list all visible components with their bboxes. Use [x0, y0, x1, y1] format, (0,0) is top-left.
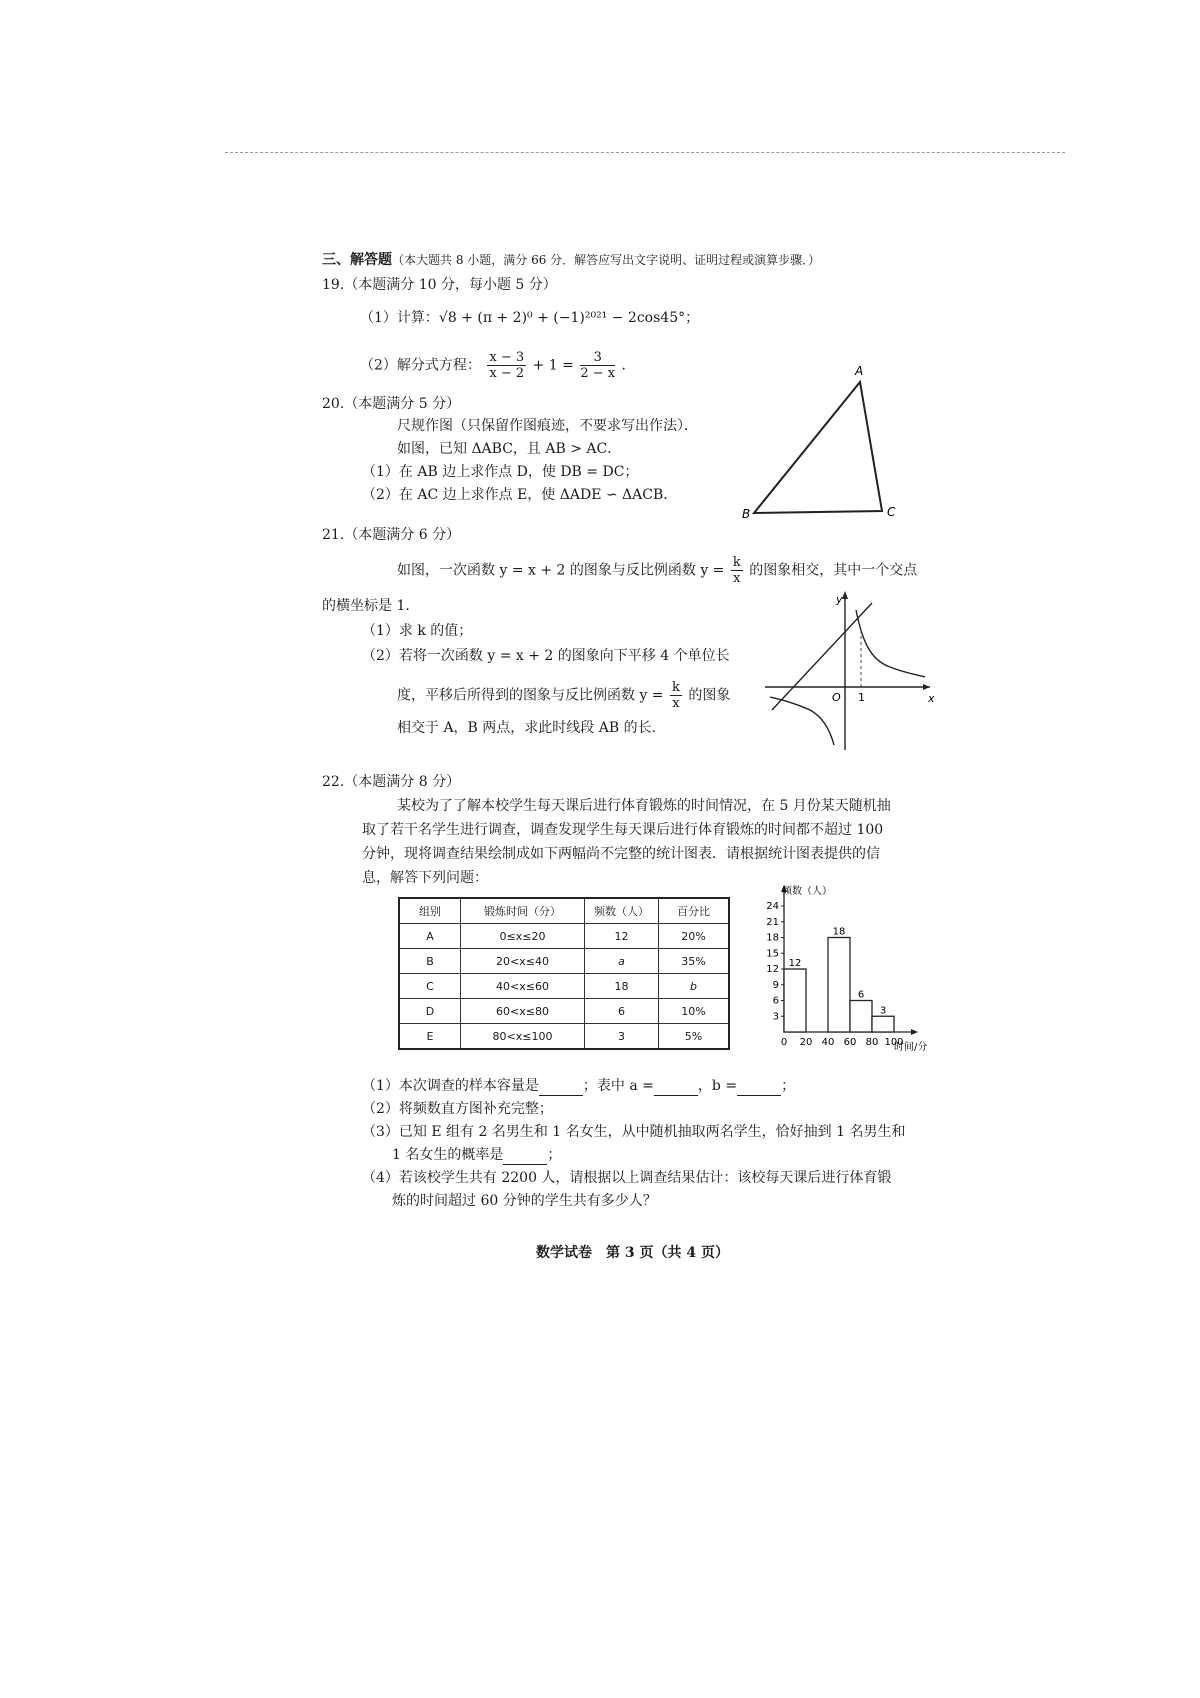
y-tick-label: 6 [772, 995, 779, 1007]
q22-para1: 某校为了了解本校学生每天课后进行体育锻炼的时间情况，在 5 月份某天随机抽 [397, 798, 891, 814]
histogram-x-label: 时间/分 [894, 1042, 928, 1052]
table-cell: C [399, 974, 461, 999]
q19-title: 19.（本题满分 10 分，每小题 5 分） [322, 277, 557, 293]
frequency-histogram [760, 882, 940, 1052]
table-cell: 10% [659, 999, 730, 1024]
y-tick-label: 21 [766, 916, 779, 928]
q22-sub3-b-text: 1 名女生的概率是 [392, 1147, 504, 1163]
q22-sub4-b: 炼的时间超过 60 分钟的学生共有多少人？ [392, 1193, 657, 1209]
y-tick-label: 15 [766, 948, 779, 960]
table-cell: 6 [585, 999, 659, 1024]
table-cell: E [399, 1024, 461, 1050]
section-heading [322, 250, 820, 270]
q22-para3: 分钟，现将调查结果绘制成如下两幅尚不完整的统计图表．请根据统计图表提供的信 [362, 846, 880, 862]
q19-part2 [360, 350, 626, 381]
page-footer: 数学试卷 第 3 页（共 4 页） [536, 1245, 729, 1261]
x-tick-label: 60 [843, 1037, 857, 1048]
q19-right-numerator: 3 [580, 350, 615, 366]
table-row [399, 1024, 729, 1050]
q19-equation-end: . [621, 357, 626, 374]
table-cell: 60<x≤80 [461, 999, 585, 1024]
q21-k-2: k [672, 680, 680, 695]
q20-line1: 尺规作图（只保留作图痕迹，不要求写出作法）． [397, 418, 698, 434]
histogram-y-label: 频数（人） [782, 886, 832, 897]
triangle-abc [754, 382, 882, 513]
y-tick-label: 9 [772, 979, 779, 991]
q21-intro-a: 如图，一次函数 y = x + 2 的图象与反比例函数 y = [397, 562, 725, 579]
table-cell: b [659, 974, 730, 999]
linear-function-line [772, 603, 872, 710]
graph-origin-label: O [832, 691, 841, 704]
table-cell: 20<x≤40 [461, 949, 585, 974]
x-tick-label: 40 [821, 1037, 835, 1048]
q21-k-over-x-2 [670, 680, 682, 711]
table-row [399, 949, 729, 974]
answer-blank[interactable] [654, 1081, 698, 1096]
q20-triangle-figure [740, 360, 910, 520]
q20-title: 20.（本题满分 5 分） [322, 396, 461, 412]
histogram-bar [784, 969, 806, 1032]
q21-title: 21.（本题满分 6 分） [322, 527, 461, 543]
table-header: 锻炼时间（分） [461, 898, 585, 924]
graph-tick-1-label: 1 [858, 691, 865, 704]
table-row [399, 924, 729, 949]
q20-line2: 如图，已知 ΔABC，且 AB > AC． [397, 441, 622, 457]
q21-part2-b [397, 680, 730, 711]
q21-part2-b1: 度，平移后所得到的图象与反比例函数 y = [397, 687, 664, 704]
q19-left-fraction [487, 350, 526, 381]
x-tick-label: 20 [799, 1037, 813, 1048]
q19-part1-label: （1）计算： [360, 310, 439, 326]
vertex-c-label: C [887, 505, 896, 519]
x-tick-label: 0 [780, 1037, 788, 1048]
table-cell: 3 [585, 1024, 659, 1050]
histogram-bar [850, 1001, 872, 1033]
hyperbola-branch-q3 [770, 697, 834, 745]
y-tick-label: 18 [766, 932, 779, 944]
q22-sub1-b: ；表中 a = [582, 1078, 654, 1094]
table-header: 百分比 [659, 898, 730, 924]
hyperbola-branch-q1 [856, 610, 925, 677]
graph-y-label: y [836, 593, 843, 606]
bar-value-label: 6 [857, 989, 865, 1001]
q22-sub1 [362, 1076, 795, 1096]
q22-sub3-a: （3）已知 E 组有 2 名男生和 1 名女生，从中随机抽取两名学生，恰好抽到 1 名男生和 [362, 1124, 906, 1140]
q22-para4: 息，解答下列问题： [362, 870, 488, 886]
bar-value-label: 3 [879, 1005, 887, 1017]
y-tick-label: 12 [766, 964, 779, 975]
table-cell: 80<x≤100 [461, 1024, 585, 1050]
table-cell: D [399, 999, 461, 1024]
vertex-b-label: B [742, 507, 751, 520]
answer-blank[interactable] [737, 1081, 781, 1096]
q21-part2-a: （2）若将一次函数 y = x + 2 的图象向下平移 4 个单位长 [362, 648, 730, 664]
table-cell: 12 [585, 924, 659, 949]
table-row [399, 974, 729, 999]
table-header: 组别 [399, 898, 461, 924]
q19-right-fraction [580, 350, 615, 381]
frequency-table [398, 897, 730, 1050]
table-header: 频数（人） [585, 898, 659, 924]
y-axis-arrow-icon [842, 591, 848, 599]
q19-left-denominator: x − 2 [489, 366, 525, 381]
table-cell: 0≤x≤20 [461, 924, 585, 949]
q22-sub2: （2）将频数直方图补充完整； [362, 1101, 553, 1117]
histogram-bar [872, 1016, 894, 1032]
table-cell: 18 [585, 974, 659, 999]
histogram-x-arrow-icon [911, 1029, 918, 1035]
q22-title: 22.（本题满分 8 分） [322, 774, 461, 790]
x-tick-label: 100 [884, 1037, 904, 1048]
x-axis-arrow-icon [923, 684, 930, 690]
q21-part2-c: 相交于 A，B 两点，求此时线段 AB 的长. [397, 720, 657, 736]
q22-sub1-d: ； [781, 1078, 796, 1094]
q21-intro [397, 555, 917, 586]
table-cell: A [399, 924, 461, 949]
q22-sub1-a: （1）本次调查的样本容量是 [362, 1078, 539, 1094]
q19-part2-label: （2）解分式方程： [360, 357, 481, 374]
q19-part1 [360, 308, 699, 328]
q21-k: k [732, 555, 741, 570]
q21-intro-c: 的横坐标是 1. [322, 598, 410, 614]
section-title: 三、解答题 [322, 252, 392, 268]
q19-equation-middle: + 1 = [532, 357, 574, 374]
q21-x-2: x [672, 696, 680, 711]
q20-line4: （2）在 AC 边上求作点 E，使 ΔADE ∽ ΔACB． [362, 487, 678, 503]
q21-k-over-x [731, 555, 743, 586]
x-tick-label: 80 [865, 1037, 879, 1048]
q22-para2: 取了若干名学生进行调查，调查发现学生每天课后进行体育锻炼的时间都不超过 100 [362, 822, 884, 838]
table-cell: 5% [659, 1024, 730, 1050]
bar-value-label: 12 [788, 958, 802, 969]
table-row [399, 999, 729, 1024]
q21-x: x [733, 571, 741, 586]
table-cell: a [585, 949, 659, 974]
table-cell: B [399, 949, 461, 974]
y-tick-label: 3 [772, 1011, 779, 1023]
q21-intro-b: 的图象相交，其中一个交点 [749, 562, 918, 579]
table-header-row [399, 898, 729, 924]
bar-value-label: 18 [832, 926, 846, 938]
q22-sub1-c: ，b = [697, 1078, 738, 1094]
q20-line3: （1）在 AB 边上求作点 D，使 DB = DC； [362, 464, 639, 480]
table-cell: 20% [659, 924, 730, 949]
q21-part1: （1）求 k 的值； [362, 623, 473, 639]
top-dashed-rule [225, 152, 1065, 153]
vertex-a-label: A [855, 364, 864, 378]
q19-part1-expression: √8 + (π + 2)⁰ + (−1)²⁰²¹ − 2cos45°； [438, 310, 700, 326]
q21-part2-b2: 的图象 [688, 687, 731, 704]
graph-x-label: x [928, 692, 935, 705]
answer-blank[interactable] [503, 1150, 547, 1165]
histogram-bar [828, 938, 850, 1033]
q22-sub4-a: （4）若该校学生共有 2200 人，请根据以上调查结果估计：该校每天课后进行体育锻 [362, 1170, 892, 1186]
q19-right-denominator: 2 − x [580, 366, 616, 381]
table-cell: 40<x≤60 [461, 974, 585, 999]
q22-sub3-c-text: ； [547, 1147, 562, 1163]
section-note: （本大题共 8 小题，满分 66 分．解答应写出文字说明、证明过程或演算步骤．） [392, 253, 821, 267]
answer-blank[interactable] [539, 1081, 583, 1096]
y-tick-label: 24 [766, 901, 779, 912]
table-cell: 35% [659, 949, 730, 974]
q21-function-graph [760, 585, 940, 755]
q22-sub3-b [392, 1145, 561, 1165]
q19-left-numerator: x − 3 [489, 350, 525, 365]
